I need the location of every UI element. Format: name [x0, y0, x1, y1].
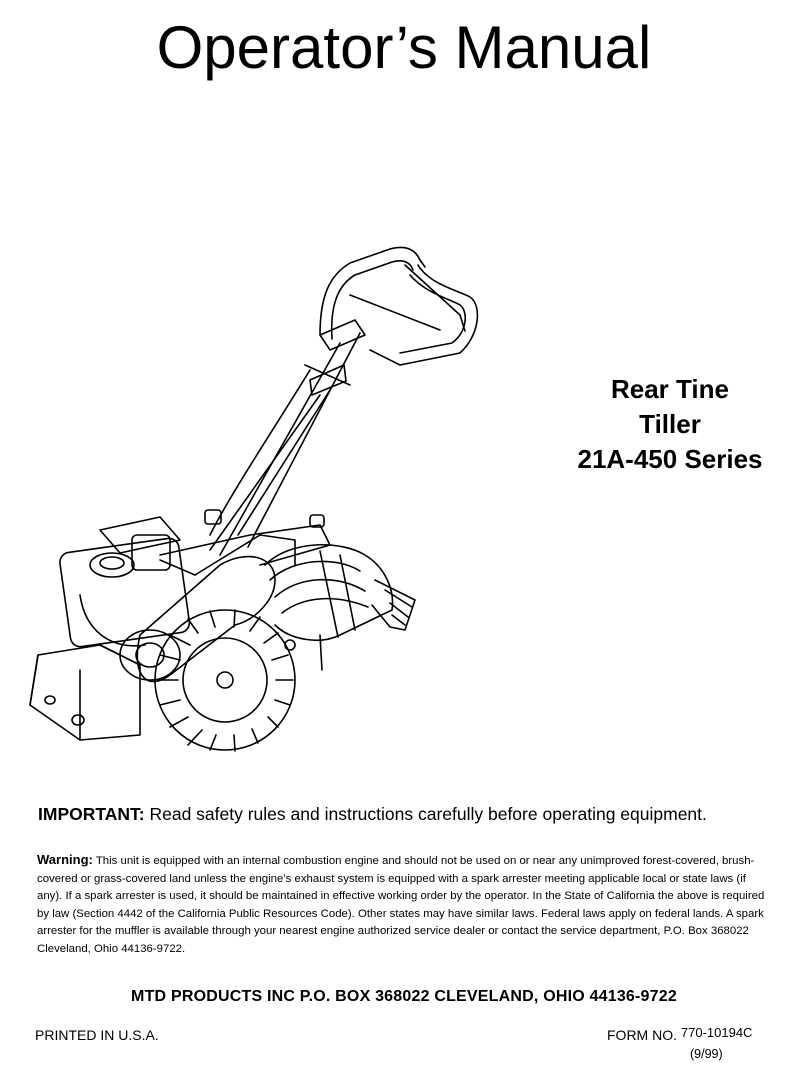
warning-text: This unit is equipped with an internal combustion engine and should not be used on or near any unimproved forest-covered, brush-covered or grass-covered land unless the engine’s exhaust system is equipped with a spark arrester meeting applicable local or state laws (if any). If a spark arrester is used, it should be maintained in effective working order by the operator. In the State of California the above is required by law (Section 4442 of the California Public Resources Code). Other states may have similar laws. Federal laws apply on federal lands. A spark arrester for the muffler is available through your nearest engine authorized service dealer or contact the service department, P.O. Box 368022 Cleveland, Ohio 44136-9722.	[37, 855, 765, 955]
important-label: IMPORTANT:	[38, 804, 145, 824]
printed-in: PRINTED IN U.S.A.	[35, 1027, 159, 1043]
belt-housing	[137, 557, 275, 682]
form-date: (9/99)	[690, 1047, 723, 1061]
front-bumper	[30, 645, 140, 740]
important-text: Read safety rules and instructions carefully before operating equipment.	[149, 804, 707, 824]
page-title: Operator’s Manual	[156, 14, 652, 81]
warning-label: Warning:	[37, 852, 93, 867]
company-address: MTD PRODUCTS INC P.O. BOX 368022 CLEVELAND, OHIO 44136-9722	[131, 988, 677, 1005]
engine	[59, 537, 191, 648]
product-line-2: Tiller	[639, 409, 701, 439]
warning-notice	[37, 851, 772, 958]
important-notice	[38, 802, 798, 826]
product-name	[540, 372, 800, 477]
form-number	[607, 1027, 752, 1043]
product-line-3: 21A-450 Series	[577, 444, 763, 474]
product-line-1: Rear Tine	[610, 374, 729, 404]
tiller-illustration-icon	[20, 235, 520, 780]
form-number-value: 770-10194C	[680, 1025, 753, 1040]
handlebar	[320, 247, 425, 339]
form-label: FORM NO.	[607, 1027, 677, 1043]
